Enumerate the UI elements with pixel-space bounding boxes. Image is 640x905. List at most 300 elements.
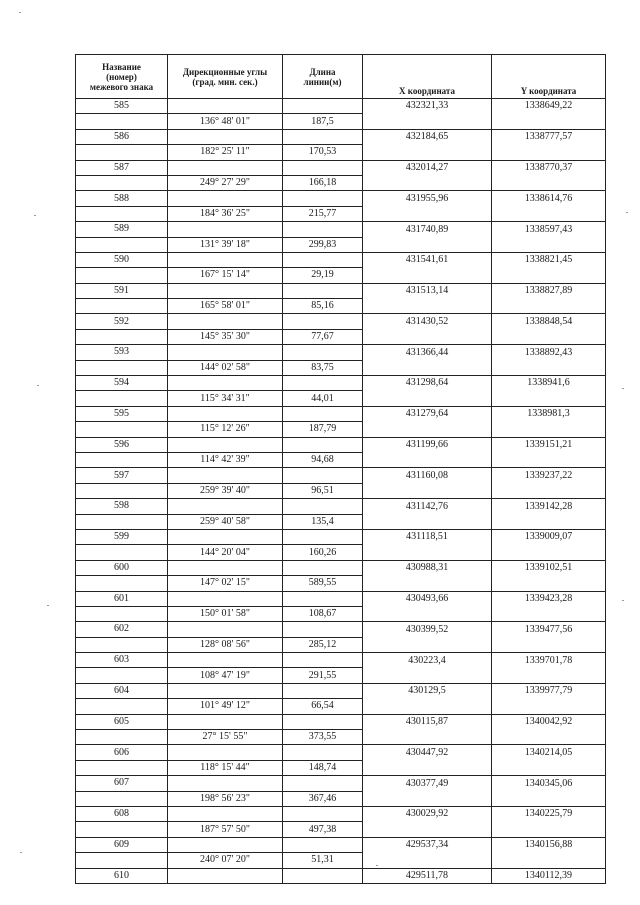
empty-cell (283, 437, 363, 452)
y-coordinate-cell: 1340214,05 (492, 745, 606, 760)
direction-angle-cell: 115° 12' 26" (168, 422, 283, 437)
empty-cell (283, 468, 363, 483)
point-name-cell: 591 (76, 283, 168, 298)
empty-cell (363, 668, 492, 683)
x-coordinate-cell: 430115,87 (363, 714, 492, 729)
x-coordinate-cell: 432014,27 (363, 160, 492, 175)
empty-cell (76, 668, 168, 683)
empty-cell (492, 360, 606, 375)
segment-row (76, 668, 606, 683)
segment-row (76, 483, 606, 498)
x-coordinate-cell: 431298,64 (363, 376, 492, 391)
y-coordinate-cell: 1338777,57 (492, 129, 606, 144)
scan-speck (376, 865, 378, 866)
empty-cell (283, 499, 363, 514)
header-angle-line: (град. мин. сек.) (192, 76, 258, 87)
point-name-cell: 602 (76, 622, 168, 637)
empty-cell (492, 791, 606, 806)
empty-cell (76, 606, 168, 621)
empty-cell (76, 545, 168, 560)
direction-angle-cell: 165° 58' 01" (168, 299, 283, 314)
header-name-line: (номер) (106, 71, 137, 82)
empty-cell (76, 760, 168, 775)
direction-angle-cell: 144° 02' 58" (168, 360, 283, 375)
empty-cell (168, 591, 283, 606)
point-row (76, 683, 606, 698)
empty-cell (363, 175, 492, 190)
empty-cell (168, 191, 283, 206)
line-length-cell: 589,55 (283, 576, 363, 591)
point-name-cell: 599 (76, 529, 168, 544)
empty-cell (168, 376, 283, 391)
line-length-cell: 108,67 (283, 606, 363, 621)
empty-cell (168, 468, 283, 483)
scan-speck (20, 852, 22, 853)
line-length-cell: 160,26 (283, 545, 363, 560)
x-coordinate-cell: 429511,78 (363, 868, 492, 883)
empty-cell (76, 637, 168, 652)
empty-cell (363, 576, 492, 591)
point-row (76, 222, 606, 237)
empty-cell (363, 299, 492, 314)
empty-cell (168, 222, 283, 237)
point-row (76, 314, 606, 329)
empty-cell (168, 160, 283, 175)
y-coordinate-cell: 1338649,22 (492, 99, 606, 114)
empty-cell (363, 637, 492, 652)
empty-cell (283, 653, 363, 668)
empty-cell (168, 99, 283, 114)
segment-row (76, 699, 606, 714)
empty-cell (168, 314, 283, 329)
segment-row (76, 514, 606, 529)
x-coordinate-cell: 431430,52 (363, 314, 492, 329)
empty-cell (168, 868, 283, 883)
empty-cell (283, 314, 363, 329)
table-header-row (76, 55, 606, 99)
empty-cell (363, 114, 492, 129)
line-length-cell: 94,68 (283, 452, 363, 467)
empty-cell (76, 114, 168, 129)
line-length-cell: 29,19 (283, 268, 363, 283)
x-coordinate-cell: 431366,44 (363, 345, 492, 360)
empty-cell (168, 683, 283, 698)
point-name-cell: 587 (76, 160, 168, 175)
empty-cell (492, 299, 606, 314)
segment-row (76, 299, 606, 314)
empty-cell (283, 222, 363, 237)
point-name-cell: 605 (76, 714, 168, 729)
direction-angle-cell: 145° 35' 30" (168, 329, 283, 344)
empty-cell (168, 714, 283, 729)
empty-cell (168, 437, 283, 452)
header-length-line: линии(м) (303, 76, 342, 87)
segment-row (76, 822, 606, 837)
direction-angle-cell: 187° 57' 50" (168, 822, 283, 837)
empty-cell (76, 483, 168, 498)
y-coordinate-cell: 1338892,43 (492, 345, 606, 360)
empty-cell (168, 837, 283, 852)
empty-cell (283, 129, 363, 144)
point-name-cell: 589 (76, 222, 168, 237)
scan-speck (626, 212, 628, 213)
direction-angle-cell: 118° 15' 44" (168, 760, 283, 775)
empty-cell (168, 776, 283, 791)
header-y: Y координата (492, 55, 606, 99)
point-row (76, 191, 606, 206)
empty-cell (492, 637, 606, 652)
empty-cell (492, 606, 606, 621)
empty-cell (283, 99, 363, 114)
segment-row (76, 391, 606, 406)
segment-row (76, 730, 606, 745)
empty-cell (76, 391, 168, 406)
empty-cell (283, 591, 363, 606)
y-coordinate-cell: 1339237,22 (492, 468, 606, 483)
empty-cell (283, 376, 363, 391)
y-coordinate-cell: 1338981,3 (492, 406, 606, 421)
line-length-cell: 96,51 (283, 483, 363, 498)
point-name-cell: 600 (76, 560, 168, 575)
direction-angle-cell: 136° 48' 01" (168, 114, 283, 129)
point-row (76, 837, 606, 852)
y-coordinate-cell: 1340042,92 (492, 714, 606, 729)
x-coordinate-cell: 431955,96 (363, 191, 492, 206)
empty-cell (363, 237, 492, 252)
empty-cell (363, 791, 492, 806)
y-coordinate-cell: 1339142,28 (492, 499, 606, 514)
line-length-cell: 215,77 (283, 206, 363, 221)
line-length-cell: 83,75 (283, 360, 363, 375)
x-coordinate-cell: 430399,52 (363, 622, 492, 637)
empty-cell (76, 360, 168, 375)
empty-cell (76, 452, 168, 467)
empty-cell (168, 345, 283, 360)
x-coordinate-cell: 429537,34 (363, 837, 492, 852)
empty-cell (492, 576, 606, 591)
y-coordinate-cell: 1339701,78 (492, 653, 606, 668)
empty-cell (492, 668, 606, 683)
empty-cell (492, 452, 606, 467)
empty-cell (363, 483, 492, 498)
empty-cell (492, 545, 606, 560)
empty-cell (283, 868, 363, 883)
point-row (76, 499, 606, 514)
line-length-cell: 497,38 (283, 822, 363, 837)
empty-cell (168, 283, 283, 298)
empty-cell (492, 145, 606, 160)
empty-cell (76, 791, 168, 806)
line-length-cell: 77,67 (283, 329, 363, 344)
empty-cell (76, 699, 168, 714)
x-coordinate-cell: 431160,08 (363, 468, 492, 483)
empty-cell (492, 422, 606, 437)
empty-cell (363, 545, 492, 560)
y-coordinate-cell: 1338614,76 (492, 191, 606, 206)
x-coordinate-cell: 432184,65 (363, 129, 492, 144)
x-coordinate-cell: 430029,92 (363, 806, 492, 821)
point-row (76, 252, 606, 267)
x-coordinate-cell: 431142,76 (363, 499, 492, 514)
point-name-cell: 586 (76, 129, 168, 144)
empty-cell (76, 237, 168, 252)
empty-cell (283, 714, 363, 729)
point-name-cell: 595 (76, 406, 168, 421)
header-name-line: Название (102, 61, 141, 72)
line-length-cell: 66,54 (283, 699, 363, 714)
point-name-cell: 610 (76, 868, 168, 883)
empty-cell (168, 252, 283, 267)
direction-angle-cell: 240° 07' 20" (168, 853, 283, 868)
scan-speck (19, 12, 21, 13)
point-row (76, 437, 606, 452)
empty-cell (283, 345, 363, 360)
y-coordinate-cell: 1339009,07 (492, 529, 606, 544)
line-length-cell: 135,4 (283, 514, 363, 529)
line-length-cell: 148,74 (283, 760, 363, 775)
empty-cell (492, 853, 606, 868)
point-row (76, 622, 606, 637)
segment-row (76, 422, 606, 437)
empty-cell (283, 683, 363, 698)
direction-angle-cell: 150° 01' 58" (168, 606, 283, 621)
x-coordinate-cell: 431541,61 (363, 252, 492, 267)
boundary-coordinates-table (75, 54, 606, 884)
empty-cell (492, 237, 606, 252)
empty-cell (76, 175, 168, 190)
empty-cell (76, 576, 168, 591)
empty-cell (76, 514, 168, 529)
empty-cell (363, 699, 492, 714)
empty-cell (168, 745, 283, 760)
point-row (76, 776, 606, 791)
point-row (76, 806, 606, 821)
x-coordinate-cell: 430493,66 (363, 591, 492, 606)
segment-row (76, 329, 606, 344)
segment-row (76, 175, 606, 190)
segment-row (76, 452, 606, 467)
empty-cell (283, 406, 363, 421)
point-row (76, 653, 606, 668)
point-row (76, 376, 606, 391)
segment-row (76, 853, 606, 868)
point-name-cell: 593 (76, 345, 168, 360)
empty-cell (363, 730, 492, 745)
empty-cell (363, 206, 492, 221)
scan-speck (34, 215, 36, 216)
empty-cell (363, 329, 492, 344)
point-row (76, 868, 606, 883)
segment-row (76, 145, 606, 160)
empty-cell (492, 114, 606, 129)
header-length-line: Длина (309, 66, 336, 77)
empty-cell (363, 422, 492, 437)
empty-cell (363, 145, 492, 160)
empty-cell (363, 514, 492, 529)
point-row (76, 345, 606, 360)
line-length-cell: 291,55 (283, 668, 363, 683)
header-x: X координата (363, 55, 492, 99)
direction-angle-cell: 259° 39' 40" (168, 483, 283, 498)
scan-speck (47, 605, 49, 606)
point-name-cell: 601 (76, 591, 168, 606)
direction-angle-cell: 249° 27' 29" (168, 175, 283, 190)
line-length-cell: 166,18 (283, 175, 363, 190)
point-row (76, 99, 606, 114)
empty-cell (363, 391, 492, 406)
x-coordinate-cell: 430988,31 (363, 560, 492, 575)
segment-row (76, 760, 606, 775)
point-name-cell: 594 (76, 376, 168, 391)
empty-cell (76, 268, 168, 283)
x-coordinate-cell: 431513,14 (363, 283, 492, 298)
direction-angle-cell: 101° 49' 12" (168, 699, 283, 714)
segment-row (76, 360, 606, 375)
empty-cell (76, 329, 168, 344)
point-name-cell: 598 (76, 499, 168, 514)
header-name-line: межевого знака (89, 81, 154, 92)
x-coordinate-cell: 430129,5 (363, 683, 492, 698)
empty-cell (283, 560, 363, 575)
point-row (76, 160, 606, 175)
y-coordinate-cell: 1338597,43 (492, 222, 606, 237)
point-row (76, 129, 606, 144)
empty-cell (76, 853, 168, 868)
header-angle-line: Дирекционные углы (182, 66, 268, 77)
segment-row (76, 237, 606, 252)
empty-cell (283, 622, 363, 637)
empty-cell (76, 206, 168, 221)
scan-speck (622, 388, 624, 389)
point-row (76, 745, 606, 760)
direction-angle-cell: 198° 56' 23" (168, 791, 283, 806)
y-coordinate-cell: 1339423,28 (492, 591, 606, 606)
point-name-cell: 588 (76, 191, 168, 206)
empty-cell (492, 206, 606, 221)
empty-cell (492, 175, 606, 190)
line-length-cell: 51,31 (283, 853, 363, 868)
x-coordinate-cell: 430447,92 (363, 745, 492, 760)
empty-cell (283, 745, 363, 760)
y-coordinate-cell: 1338941,6 (492, 376, 606, 391)
empty-cell (283, 283, 363, 298)
line-length-cell: 285,12 (283, 637, 363, 652)
empty-cell (492, 268, 606, 283)
direction-angle-cell: 131° 39' 18" (168, 237, 283, 252)
direction-angle-cell: 167° 15' 14" (168, 268, 283, 283)
empty-cell (283, 191, 363, 206)
point-name-cell: 590 (76, 252, 168, 267)
empty-cell (283, 776, 363, 791)
empty-cell (76, 299, 168, 314)
empty-cell (363, 760, 492, 775)
point-name-cell: 604 (76, 683, 168, 698)
direction-angle-cell: 182° 25' 11" (168, 145, 283, 160)
x-coordinate-cell: 431118,51 (363, 529, 492, 544)
header-length (283, 55, 363, 99)
point-row (76, 714, 606, 729)
direction-angle-cell: 128° 08' 56" (168, 637, 283, 652)
empty-cell (492, 699, 606, 714)
header-angle (168, 55, 283, 99)
segment-row (76, 791, 606, 806)
point-row (76, 468, 606, 483)
segment-row (76, 637, 606, 652)
empty-cell (363, 853, 492, 868)
x-coordinate-cell: 431279,64 (363, 406, 492, 421)
point-name-cell: 596 (76, 437, 168, 452)
direction-angle-cell: 147° 02' 15" (168, 576, 283, 591)
direction-angle-cell: 114° 42' 39" (168, 452, 283, 467)
point-name-cell: 607 (76, 776, 168, 791)
y-coordinate-cell: 1339102,51 (492, 560, 606, 575)
empty-cell (76, 422, 168, 437)
point-row (76, 406, 606, 421)
point-name-cell: 592 (76, 314, 168, 329)
segment-row (76, 114, 606, 129)
direction-angle-cell: 144° 20' 04" (168, 545, 283, 560)
point-row (76, 529, 606, 544)
empty-cell (492, 514, 606, 529)
line-length-cell: 170,53 (283, 145, 363, 160)
empty-cell (168, 499, 283, 514)
segment-row (76, 206, 606, 221)
empty-cell (76, 145, 168, 160)
line-length-cell: 187,79 (283, 422, 363, 437)
line-length-cell: 367,46 (283, 791, 363, 806)
empty-cell (283, 806, 363, 821)
y-coordinate-cell: 1338770,37 (492, 160, 606, 175)
point-name-cell: 606 (76, 745, 168, 760)
y-coordinate-cell: 1339477,56 (492, 622, 606, 637)
segment-row (76, 545, 606, 560)
segment-row (76, 576, 606, 591)
point-name-cell: 603 (76, 653, 168, 668)
point-row (76, 560, 606, 575)
y-coordinate-cell: 1338827,89 (492, 283, 606, 298)
line-length-cell: 187,5 (283, 114, 363, 129)
empty-cell (283, 252, 363, 267)
y-coordinate-cell: 1340156,88 (492, 837, 606, 852)
y-coordinate-cell: 1340112,39 (492, 868, 606, 883)
empty-cell (492, 822, 606, 837)
y-coordinate-cell: 1340225,79 (492, 806, 606, 821)
direction-angle-cell: 259° 40' 58" (168, 514, 283, 529)
scan-speck (622, 600, 624, 601)
x-coordinate-cell: 431199,66 (363, 437, 492, 452)
empty-cell (168, 806, 283, 821)
y-coordinate-cell: 1338848,54 (492, 314, 606, 329)
x-coordinate-cell: 430377,49 (363, 776, 492, 791)
empty-cell (492, 329, 606, 344)
empty-cell (283, 160, 363, 175)
point-row (76, 283, 606, 298)
table-body (76, 99, 606, 884)
x-coordinate-cell: 431740,89 (363, 222, 492, 237)
segment-row (76, 268, 606, 283)
direction-angle-cell: 108° 47' 19" (168, 668, 283, 683)
empty-cell (363, 606, 492, 621)
empty-cell (283, 837, 363, 852)
line-length-cell: 44,01 (283, 391, 363, 406)
direction-angle-cell: 27° 15' 55" (168, 730, 283, 745)
point-name-cell: 585 (76, 99, 168, 114)
line-length-cell: 299,83 (283, 237, 363, 252)
empty-cell (168, 560, 283, 575)
x-coordinate-cell: 430223,4 (363, 653, 492, 668)
point-row (76, 591, 606, 606)
empty-cell (76, 822, 168, 837)
